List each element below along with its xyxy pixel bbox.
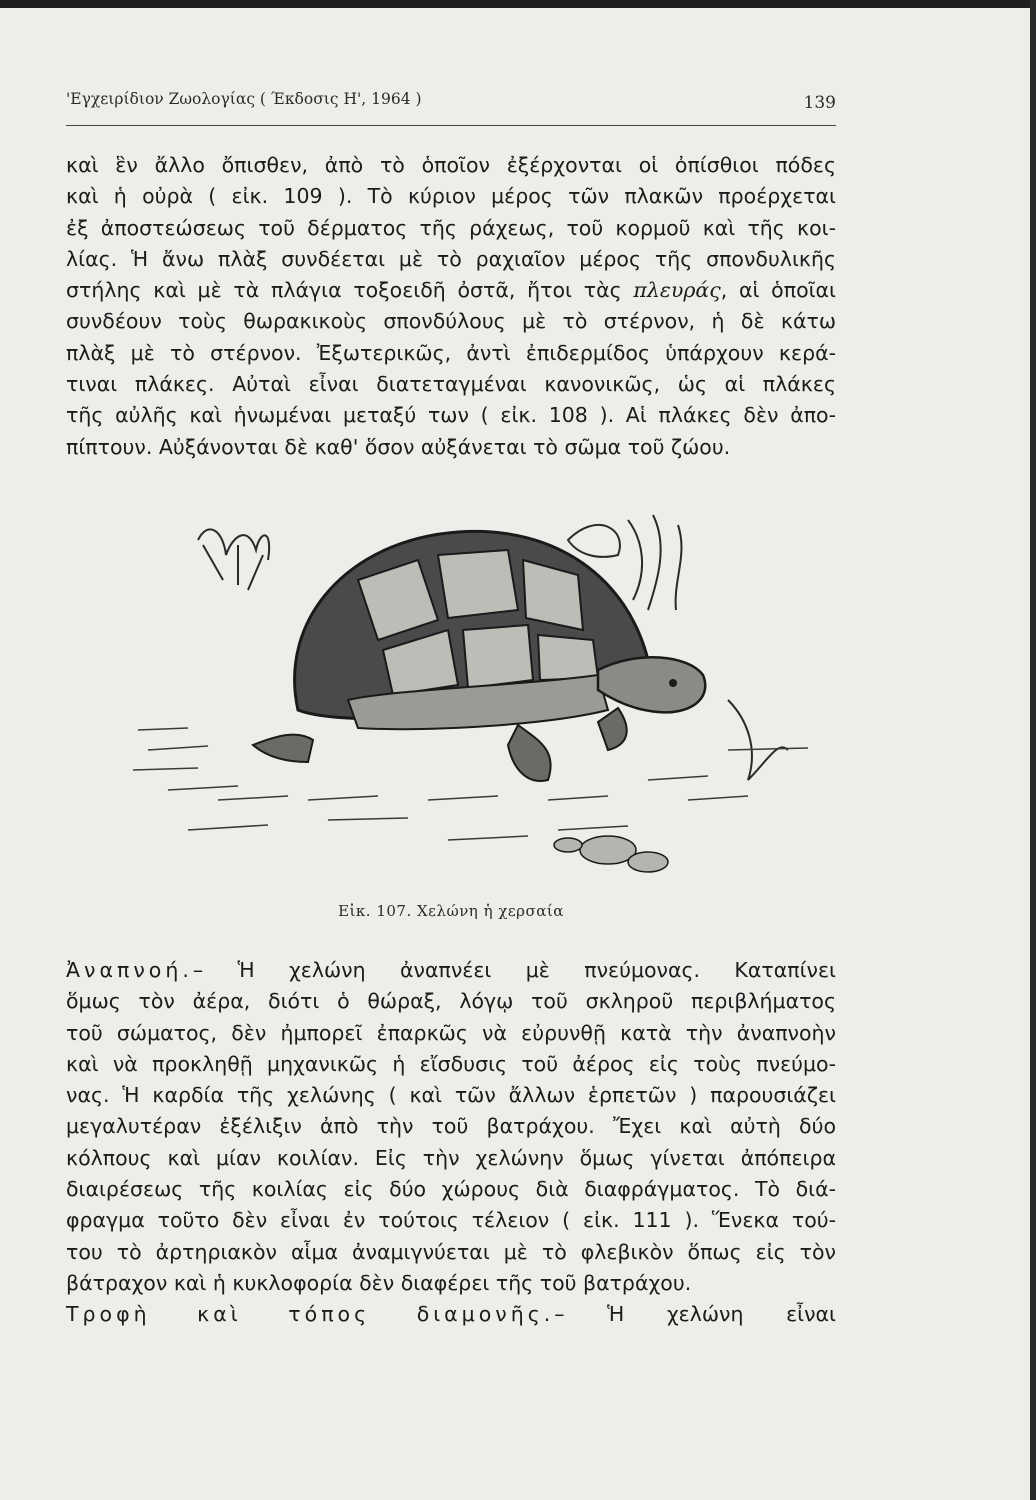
- text-line: νας. Ἡ καρδία τῆς χελώνης ( καὶ τῶν ἄλλων ἑρπετῶν ) παρουσιάζει: [66, 1083, 836, 1108]
- figure-caption: Εἰκ. 107. Χελώνη ἡ χερσαία: [338, 902, 564, 920]
- text-line: τιναι πλάκες. Αὐταὶ εἶναι διατεταγμέναι κανονικῶς, ὡς αἱ πλάκες: [66, 372, 836, 397]
- section-heading-food-habitat: Τροφὴ καὶ τόπος διαμονῆς.: [66, 1302, 555, 1327]
- text-line: τοῦ σώματος, δὲν ἠμπορεῖ ἐπαρκῶς νὰ εὐρυνθῇ κατὰ τὴν ἀναπνοὴν: [66, 1020, 836, 1045]
- tortoise-eye: [669, 679, 677, 687]
- text-segment: , αἱ ὁποῖαι: [720, 278, 836, 303]
- text-line: [66, 1299, 836, 1330]
- text-line: κόλπους καὶ μίαν κοιλίαν. Εἰς τὴν χελώνην ὅμως γίνεται ἀπόπειρα: [66, 1145, 836, 1170]
- text-line: [66, 275, 836, 306]
- text-line: του τὸ ἀρτηριακὸν αἷμα ἀναμιγνύεται μὲ τὸ φλεβικὸν ὅπως εἰς τὸν: [66, 1239, 836, 1264]
- text-line: καὶ ἡ οὐρὰ ( εἰκ. 109 ). Τὸ κύριον μέρος τῶν πλακῶν προέρχεται: [66, 184, 836, 209]
- text-line: πλὰξ μὲ τὸ στέρνον. Ἐξωτερικῶς, ἀντὶ ἐπιδερμίδος ὑπάρχουν κερά-: [66, 340, 836, 365]
- text-line: ἐξ ἀποστεώσεως τοῦ δέρματος τῆς ράχεως, τοῦ κορμοῦ καὶ τῆς κοι-: [66, 215, 836, 240]
- text-line: συνδέουν τοὺς θωρακικοὺς σπονδύλους μὲ τὸ στέρνον, ἡ δὲ κάτω: [66, 309, 836, 334]
- text-line: βάτραχον καὶ ἡ κυκλοφορία δὲν διαφέρει τῆς τοῦ βατράχου.: [66, 1270, 692, 1295]
- scan-right-edge: [1030, 0, 1036, 1500]
- text-line: τῆς αὐλῆς καὶ ἡνωμέναι μεταξύ των ( εἰκ. 108 ). Αἱ πλάκες δὲν ἀπο-: [66, 403, 836, 428]
- header-rule: [66, 125, 836, 126]
- page-header: [66, 90, 836, 124]
- text-line: πίπτουν. Αὐξάνονται δὲ καθ' ὅσον αὐξάνεται τὸ σῶμα τοῦ ζώου.: [66, 434, 731, 459]
- text-segment: στήλης καὶ μὲ τὰ πλάγια τοξοειδῆ ὀστᾶ, ἤτοι τὰς: [66, 278, 622, 303]
- italic-term-ribs: πλευράς: [633, 278, 721, 303]
- text-line: φραγμα τοῦτο δὲν εἶναι ἐν τούτοις τέλειον ( εἰκ. 111 ). Ἕνεκα τού-: [66, 1208, 836, 1233]
- page-number: 139: [803, 93, 836, 113]
- section-heading-respiration: Ἀναπνοή.: [66, 958, 193, 982]
- text-line: καὶ νὰ προκληθῇ μηχανικῶς ἡ εἴσδυσις τοῦ ἀέρος εἰς τοὺς πνεύμο-: [66, 1051, 836, 1076]
- text-line: καὶ ἓν ἄλλο ὄπισθεν, ἀπὸ τὸ ὁποῖον ἐξέρχονται οἱ ὀπίσθιοι πόδες: [66, 153, 836, 177]
- running-head: 'Εγχειρίδιον Ζωολογίας ( Έκδοσις Η', 1964 ): [66, 90, 422, 108]
- text-line: διαιρέσεως τῆς κοιλίας εἰς δύο χώρους διὰ διαφράγματος. Τὸ διά-: [66, 1177, 836, 1202]
- text-line: [66, 955, 836, 986]
- paragraph-shell-structure: [66, 150, 836, 463]
- text-line: μεγαλυτέραν ἐξέλιξιν ἀπὸ τὴν τοῦ βατράχου. Ἔχει καὶ αὐτὴ δύο: [66, 1114, 836, 1139]
- tortoise-illustration: [128, 500, 863, 885]
- scan-top-edge: [0, 0, 1036, 8]
- text-line: ὅμως τὸν ἀέρα, διότι ὁ θώραξ, λόγῳ τοῦ σκληροῦ περιβλήματος: [66, 989, 836, 1014]
- paragraph-respiration: [66, 955, 836, 1331]
- text-segment: – Ἡ χελώνη εἶναι: [554, 1302, 836, 1327]
- text-line: λίας. Ἡ ἄνω πλὰξ συνδέεται μὲ τὸ ραχιαῖον μέρος τῆς σπονδυλικῆς: [66, 246, 836, 271]
- text-segment: – Ἡ χελώνη ἀναπνέει μὲ πνεύμονας. Καταπίνει: [192, 958, 836, 982]
